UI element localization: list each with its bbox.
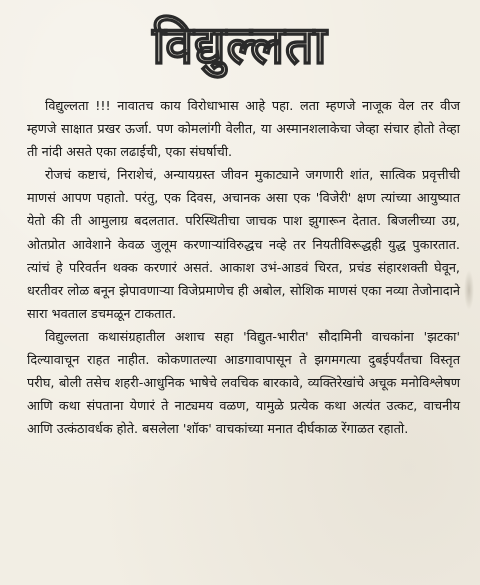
body-text [27, 95, 460, 441]
paper-smudge [464, 270, 474, 310]
paragraph-1: विद्युल्लता !!! नावातच काय विरोधाभास आहे पहा. लता म्हणजे नाजूक वेल तर वीज म्हणजे साक्षात प्रखर ऊर्जा. पण कोमलांगी वेलीत, या अस्मानशलाकेचा जेव्हा संचार होतो तेव्हा ती नांदी असते एका लढाईची, एका संघर्षाची. [27, 99, 460, 161]
paragraph-3: विद्युल्लता कथासंग्रहातील अशाच सहा 'विद्युत-भारीत' सौदामिनी वाचकांना 'झटका' दिल्यावाचून राहत नाहीत. कोकणातल्या आडगावापासून ते झगमगत्या दुबईपर्यंतचा विस्तृत परीघ, बोली तसेच शहरी-आधुनिक भाषेचे लवचिक बारकावे, व्यक्तिरेखांचे अचूक मनोविश्लेषण आणि कथा संपताना येणारं ते नाट्यमय वळण, यामुळे प्रत्येक कथा अत्यंत उत्कट, वाचनीय आणि उत्कंठावर्धक होते. बसलेला 'शॉक' वाचकांच्या मनात दीर्घकाळ रेंगाळत रहातो. [27, 329, 460, 438]
page-title: विद्युल्लता [152, 14, 328, 76]
paragraph-2: रोजचं कष्टाचं, निराशेचं, अन्यायग्रस्त जीवन मुकाट्याने जगणारी शांत, सात्विक प्रवृत्तीची माणसं आपण पहातो. परंतु, एक दिवस, अचानक असा एक 'विजेरी' क्षण त्यांच्या आयुष्यात येतो की ती आमुलाग्र बदलतात. परिस्थितीचा जाचक पाश झुगारून देतात. बिजलीच्या उग्र, ओतप्रोत आवेशाने केवळ जुलूम करणाऱ्यांविरुद्धच नव्हे तर नियतीविरूद्धही युद्ध पुकारतात. त्यांचं हे परिवर्तन थक्क करणारं असतं. आकाश उभं-आडवं चिरत, प्रचंड संहारशक्ती घेवून, धरतीवर लोळ बनून झेपावणाऱ्या विजेप्रमाणेच ही अबोल, सोशिक माणसं एका नव्या तेजोनादाने सारा भवताल डचमळून टाकतात. [27, 168, 460, 322]
title-area [120, 6, 360, 84]
